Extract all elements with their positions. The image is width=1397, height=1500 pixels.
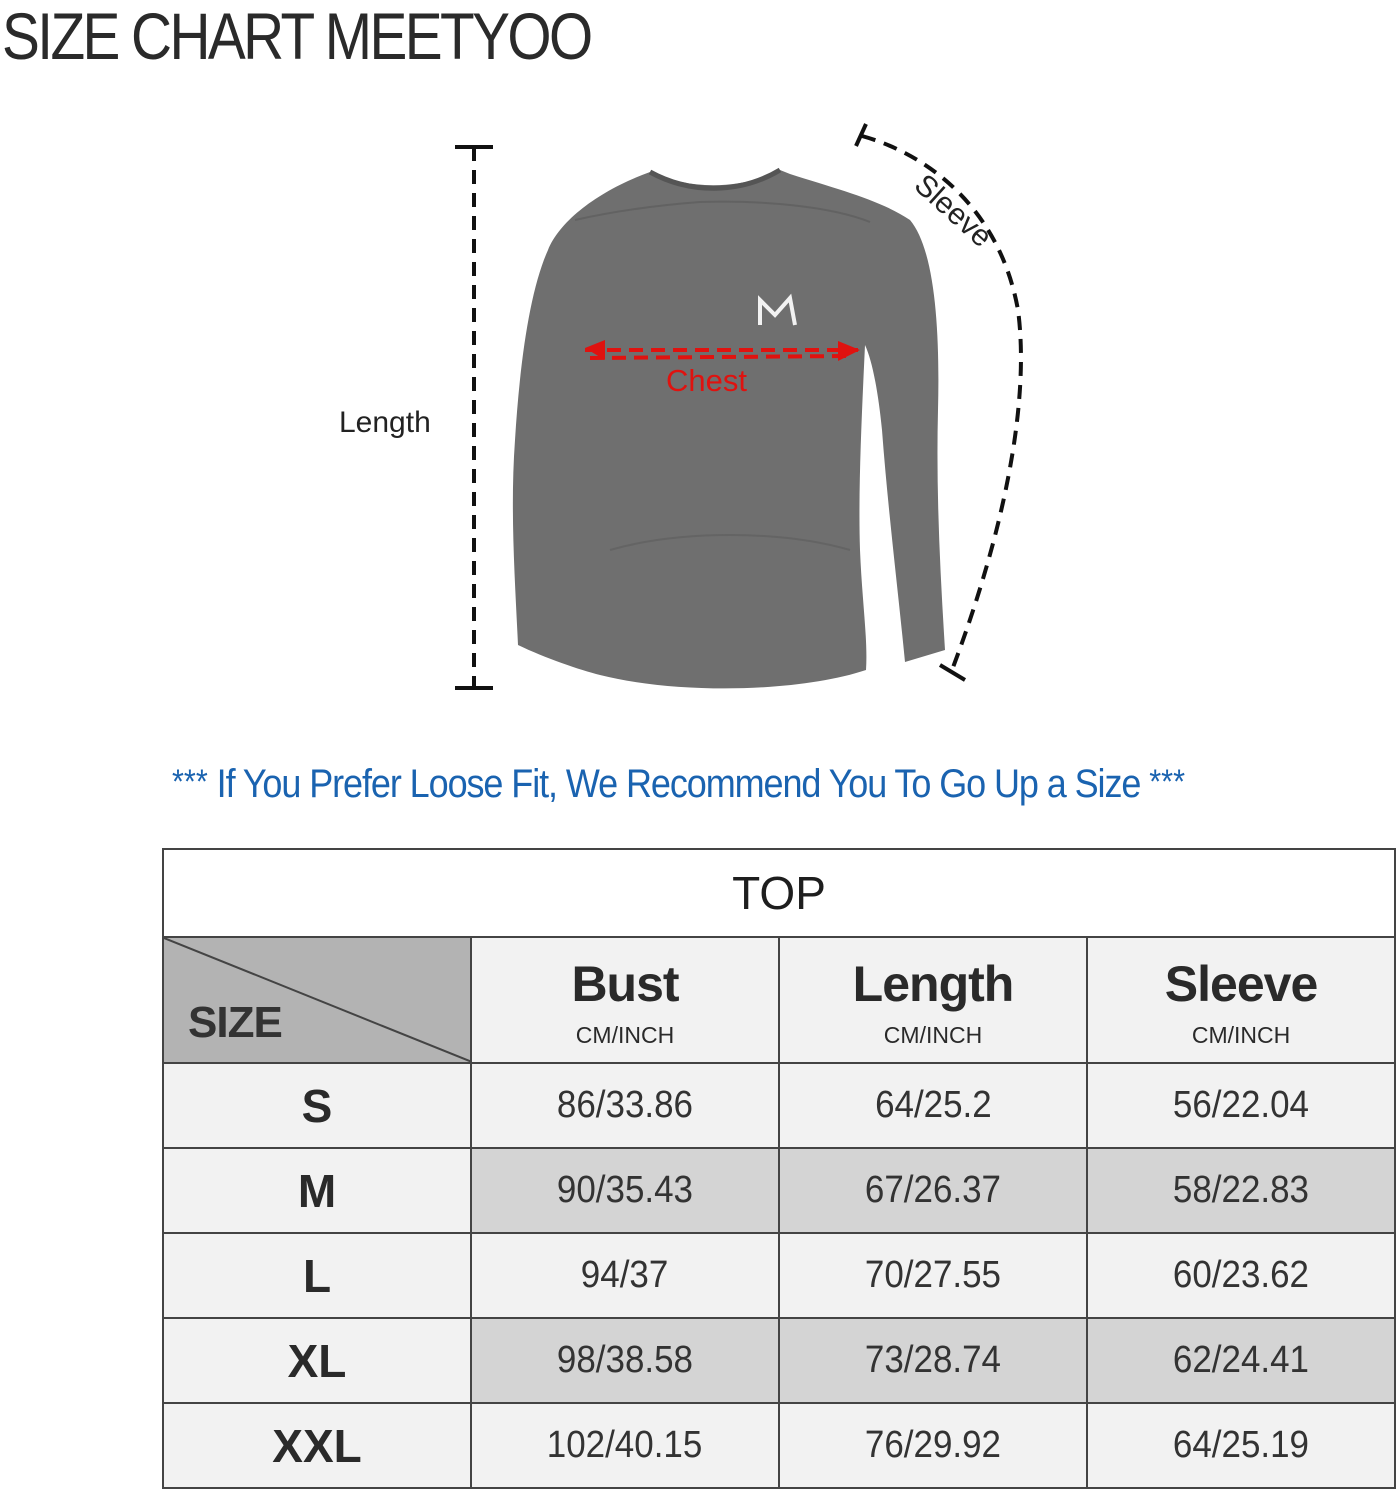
length-measure-line: [455, 147, 493, 688]
column-name: Length: [852, 955, 1014, 1012]
size-cell: XL: [163, 1318, 471, 1403]
length-value: 76/29.92: [864, 1424, 1002, 1466]
shirt-shape: [513, 170, 945, 688]
length-value: 64/25.2: [874, 1084, 992, 1126]
bust-value: 102/40.15: [547, 1424, 703, 1466]
sleeve-value: 62/24.41: [1172, 1339, 1310, 1381]
sleeve-cell: [1087, 1148, 1395, 1233]
table-row: [163, 1148, 1395, 1233]
column-unit: CM/INCH: [1191, 1021, 1291, 1048]
size-column-header: SIZE: [188, 998, 282, 1047]
column-name: Sleeve: [1164, 955, 1318, 1012]
size-chart-table: [162, 848, 1396, 1489]
bust-cell: [471, 1403, 779, 1488]
length-value: 67/26.37: [864, 1169, 1002, 1211]
bust-value: 94/37: [581, 1254, 669, 1296]
table-row: [163, 1318, 1395, 1403]
bust-value: 86/33.86: [556, 1084, 694, 1126]
table-caption: TOP: [163, 849, 1395, 937]
page-title: SIZE CHART MEETYOO: [2, 0, 591, 73]
table-header-row: [163, 937, 1395, 1063]
length-value: 73/28.74: [864, 1339, 1002, 1381]
length-cell: [779, 1233, 1087, 1318]
bust-value: 90/35.43: [556, 1169, 694, 1211]
column-unit: CM/INCH: [575, 1021, 675, 1048]
length-cell: [779, 1148, 1087, 1233]
size-cell: S: [163, 1063, 471, 1148]
table-row: [163, 1403, 1395, 1488]
table-row: [163, 1063, 1395, 1148]
corner-header-cell: [163, 937, 471, 1063]
table-row: [163, 1233, 1395, 1318]
notice-stars-right: ***: [1149, 763, 1186, 801]
bust-cell: [471, 1233, 779, 1318]
notice-text: If You Prefer Loose Fit, We Recommend You To Go Up a Size: [216, 762, 1141, 806]
length-value: 70/27.55: [864, 1254, 1002, 1296]
length-label: Length: [339, 406, 431, 439]
bust-cell: [471, 1318, 779, 1403]
sleeve-cell: [1087, 1233, 1395, 1318]
sleeve-value: 64/25.19: [1172, 1424, 1310, 1466]
sleeve-cell: [1087, 1318, 1395, 1403]
size-cell: L: [163, 1233, 471, 1318]
shirt-illustration: [0, 110, 1397, 710]
sleeve-cell: [1087, 1403, 1395, 1488]
length-cell: [779, 1063, 1087, 1148]
sleeve-value: 56/22.04: [1172, 1084, 1310, 1126]
column-name: Bust: [571, 955, 679, 1012]
fit-recommendation: [172, 762, 1275, 807]
sleeve-value: 60/23.62: [1172, 1254, 1310, 1296]
size-cell: XXL: [163, 1403, 471, 1488]
size-cell: M: [163, 1148, 471, 1233]
notice-stars-left: ***: [172, 763, 208, 801]
column-unit: CM/INCH: [883, 1021, 983, 1048]
length-cell: [779, 1403, 1087, 1488]
chest-label: Chest: [666, 363, 747, 398]
length-cell: [779, 1318, 1087, 1403]
sleeve-cell: [1087, 1063, 1395, 1148]
sleeve-value: 58/22.83: [1172, 1169, 1310, 1211]
bust-column-header: [471, 937, 779, 1063]
bust-value: 98/38.58: [556, 1339, 694, 1381]
shirt-measurement-diagram: [0, 110, 1397, 710]
length-column-header: [779, 937, 1087, 1063]
sleeve-column-header: [1087, 937, 1395, 1063]
bust-cell: [471, 1063, 779, 1148]
sleeve-label: Sleeve: [907, 168, 999, 254]
bust-cell: [471, 1148, 779, 1233]
